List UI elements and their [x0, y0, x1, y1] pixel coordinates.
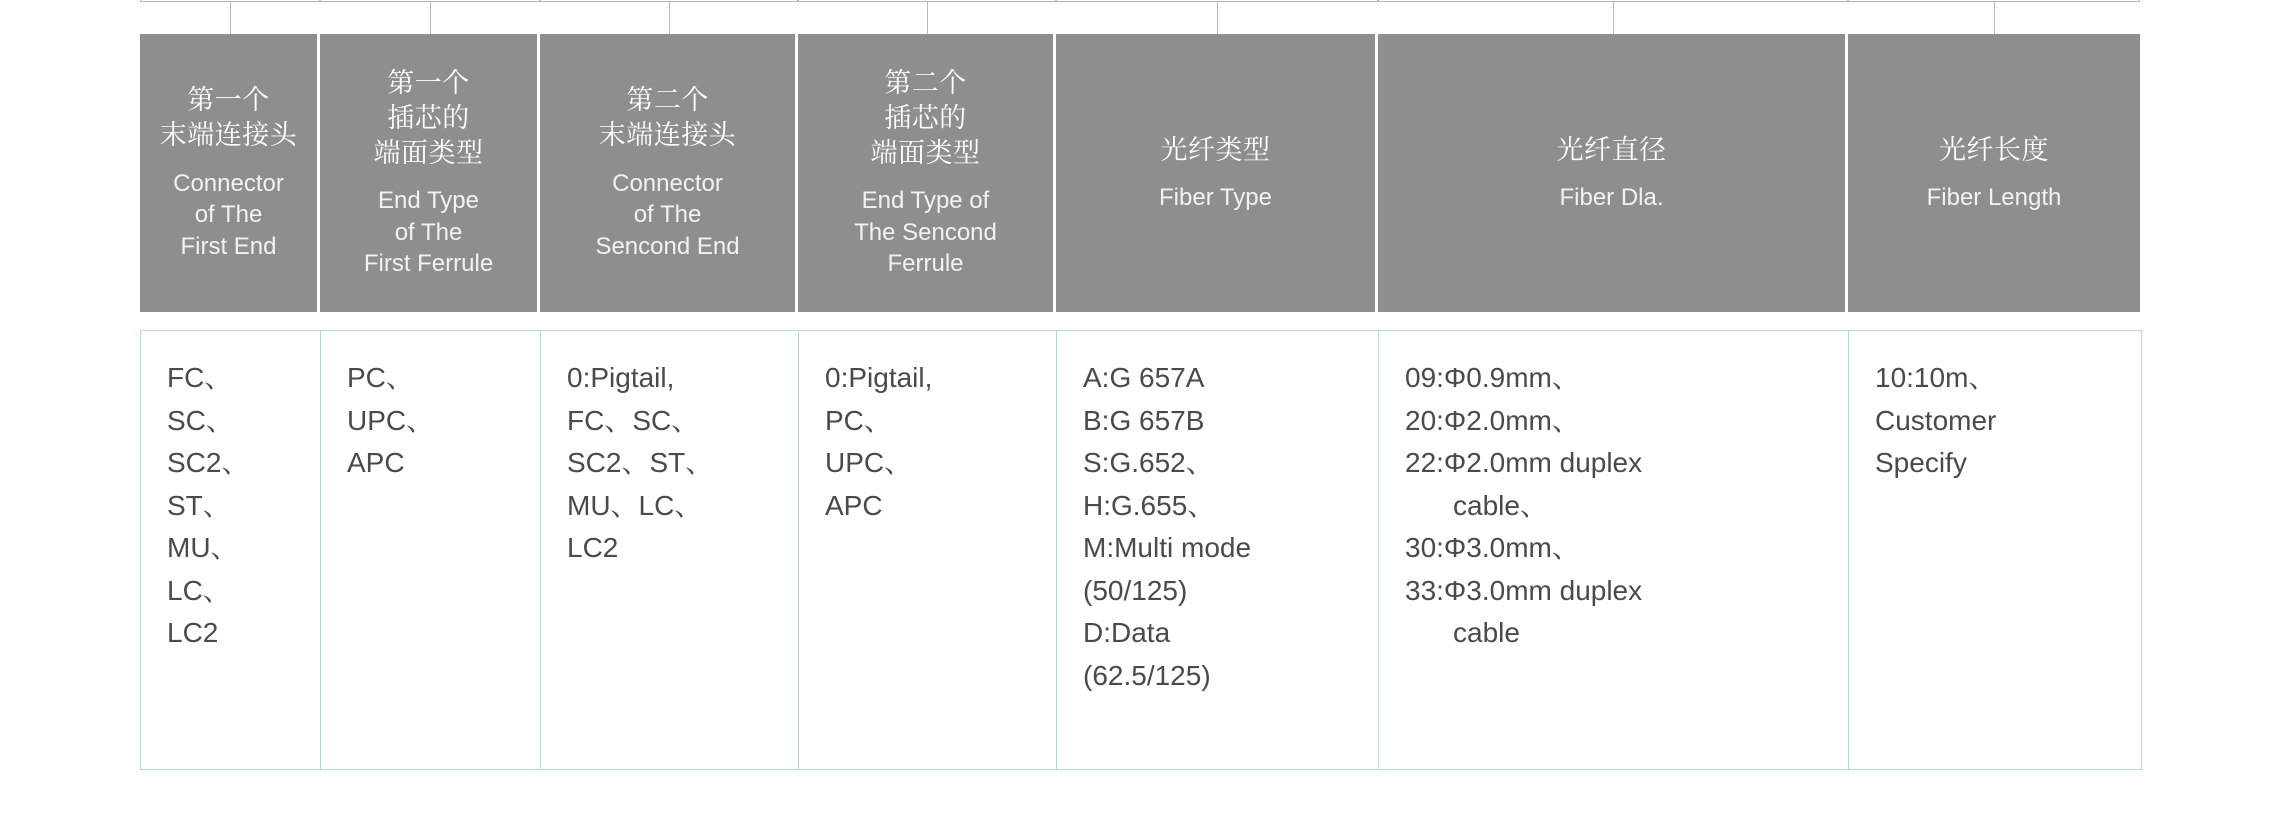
connector-cell-5	[1378, 0, 1848, 34]
option-line: 33:Φ3.0mm duplex	[1405, 574, 1643, 606]
header-cn-1-line-1: 插芯的	[387, 102, 470, 133]
option-line: cable、	[1453, 489, 1548, 521]
option-line: FC、SC、	[567, 404, 700, 436]
header-en-1-line-0: End Type	[378, 187, 479, 215]
header-en-6	[1927, 182, 2062, 214]
header-cell-fiber-diameter	[1378, 34, 1848, 312]
option-line: SC2、	[167, 447, 250, 479]
header-en-4-line-0: Fiber Type	[1159, 183, 1272, 211]
body-cell-fiber-type	[1057, 331, 1379, 769]
option-line: cable	[1453, 617, 1520, 649]
body-cell-connector-first-end	[141, 331, 321, 769]
header-cn-0-line-0: 第一个	[187, 85, 270, 116]
header-cn-3-line-1: 插芯的	[884, 102, 967, 133]
header-en-2-line-1: of The	[633, 201, 702, 229]
option-line: FC、	[167, 362, 233, 393]
option-line: MU、	[167, 532, 239, 564]
connector-cell-2	[540, 0, 798, 34]
header-cn-3-line-0: 第二个	[884, 67, 967, 98]
header-cn-0	[160, 83, 298, 153]
header-cn-1-line-2: 端面类型	[373, 138, 484, 169]
body-cell-end-type-first-ferrule	[321, 331, 541, 769]
header-cell-fiber-length	[1848, 34, 2140, 312]
option-line: UPC、	[347, 404, 435, 436]
option-line: APC	[347, 447, 405, 479]
header-en-2-line-2: Sencond End	[595, 232, 740, 260]
connector-stem-6	[1994, 2, 1995, 34]
header-cn-0-line-1: 末端连接头	[159, 120, 298, 151]
option-line: H:G.655、	[1083, 489, 1216, 521]
header-en-3-line-1: The Sencond	[854, 218, 997, 246]
option-line: Specify	[1875, 447, 1967, 479]
option-line: UPC、	[825, 447, 913, 479]
header-en-1	[364, 185, 493, 280]
option-line: 10:10m、	[1875, 362, 1997, 393]
option-line: D:Data	[1083, 617, 1171, 649]
header-en-2-line-0: Connector	[612, 169, 723, 197]
header-cell-connector-second-end	[540, 34, 798, 312]
connector-cell-0	[140, 0, 320, 34]
header-cn-2-line-0: 第二个	[626, 85, 709, 116]
body-cell-fiber-length	[1849, 331, 2141, 769]
body-cell-end-type-second-ferrule	[799, 331, 1057, 769]
option-line: PC、	[825, 404, 892, 436]
connector-stem-0	[230, 2, 231, 34]
option-line: LC2	[567, 532, 619, 564]
connector-cell-1	[320, 0, 540, 34]
option-line: Customer	[1875, 404, 1997, 436]
header-cell-end-type-second-ferrule	[798, 34, 1056, 312]
option-line: ST、	[167, 489, 231, 521]
header-en-0-line-2: First End	[180, 232, 277, 260]
header-en-5	[1559, 182, 1663, 214]
option-line: A:G 657A	[1083, 362, 1205, 393]
header-cn-5	[1557, 133, 1667, 168]
option-line: 22:Φ2.0mm duplex	[1405, 447, 1643, 479]
header-en-3-line-0: End Type of	[861, 187, 990, 215]
header-cell-fiber-type	[1056, 34, 1378, 312]
option-line: 20:Φ2.0mm、	[1405, 404, 1580, 436]
option-line: MU、LC、	[567, 489, 703, 521]
connector-cell-4	[1056, 0, 1378, 34]
header-cn-1	[374, 66, 484, 171]
header-cn-1-line-0: 第一个	[387, 67, 470, 98]
option-line: LC、	[167, 574, 231, 606]
option-line: B:G 657B	[1083, 404, 1205, 436]
option-line: 0:Pigtail,	[567, 362, 675, 393]
header-cn-2	[599, 83, 737, 153]
header-cn-3-line-2: 端面类型	[870, 138, 981, 169]
header-cn-4-line-0: 光纤类型	[1160, 134, 1271, 165]
header-en-1-line-1: of The	[394, 218, 463, 246]
connector-cell-3	[798, 0, 1056, 34]
table-header-row	[140, 34, 2140, 312]
connector-cell-6	[1848, 0, 2140, 34]
option-line: S:G.652、	[1083, 447, 1214, 479]
connector-stem-1	[430, 2, 431, 34]
option-line: M:Multi mode	[1083, 532, 1252, 564]
header-en-5-line-0: Fiber Dla.	[1559, 183, 1664, 211]
header-cn-3	[871, 66, 981, 171]
header-cn-6	[1939, 133, 2049, 168]
header-cn-5-line-0: 光纤直径	[1556, 134, 1667, 165]
option-line: 0:Pigtail,	[825, 362, 933, 393]
option-line: SC、	[167, 404, 234, 436]
table-body-row	[140, 330, 2142, 770]
header-cell-end-type-first-ferrule	[320, 34, 540, 312]
option-line: 09:Φ0.9mm、	[1405, 362, 1580, 393]
connector-stem-4	[1217, 2, 1218, 34]
body-cell-connector-second-end	[541, 331, 799, 769]
header-en-6-line-0: Fiber Length	[1926, 183, 2062, 211]
header-cn-2-line-1: 末端连接头	[598, 120, 737, 151]
option-line: (62.5/125)	[1083, 659, 1211, 691]
body-cell-fiber-diameter	[1379, 331, 1849, 769]
header-en-0-line-0: Connector	[173, 169, 284, 197]
header-en-0	[173, 168, 284, 263]
option-line: LC2	[167, 617, 219, 649]
header-cn-6-line-0: 光纤长度	[1939, 134, 2049, 165]
header-cn-4	[1161, 133, 1271, 168]
option-line: APC	[825, 489, 883, 521]
connector-stem-2	[669, 2, 670, 34]
header-cell-connector-first-end	[140, 34, 320, 312]
option-line: PC、	[347, 362, 414, 393]
header-en-1-line-2: First Ferrule	[363, 250, 494, 278]
connector-strip	[140, 0, 2140, 34]
connector-stem-3	[927, 2, 928, 34]
header-en-4	[1159, 182, 1272, 214]
header-en-2	[595, 168, 739, 263]
option-line: (50/125)	[1083, 574, 1188, 606]
option-line: SC2、ST、	[567, 447, 714, 479]
header-en-3	[854, 185, 997, 280]
header-en-0-line-1: of The	[194, 201, 263, 229]
option-line: 30:Φ3.0mm、	[1405, 532, 1580, 564]
header-en-3-line-2: Ferrule	[887, 250, 964, 278]
connector-stem-5	[1613, 2, 1614, 34]
